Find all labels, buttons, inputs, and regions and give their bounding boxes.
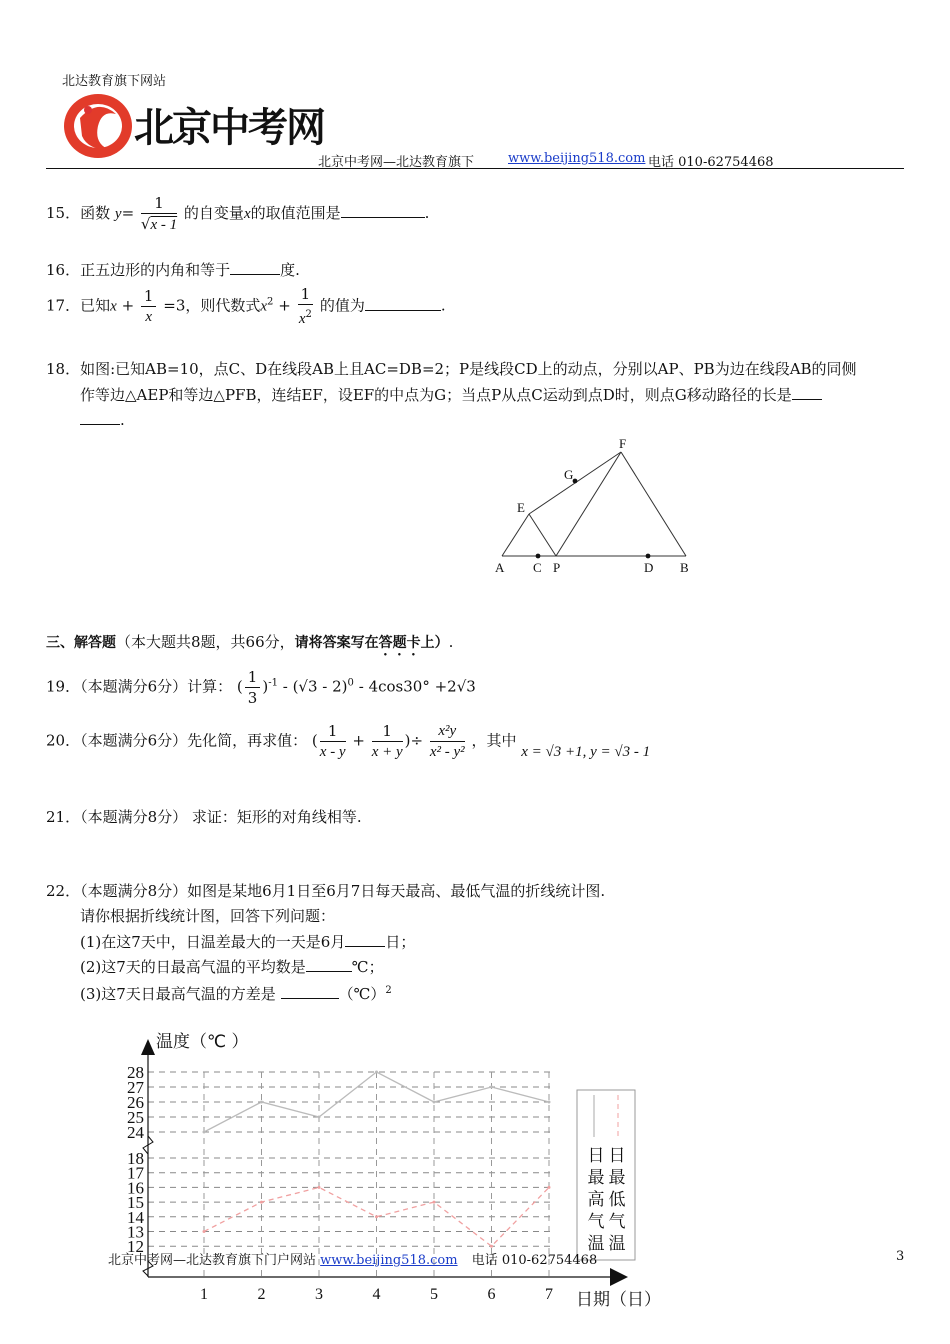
- section-3-note-c: 上）: [420, 635, 449, 651]
- label-f: F: [619, 436, 627, 451]
- label-b: B: [680, 560, 689, 575]
- series-1-point-2: [260, 1201, 263, 1204]
- segment-ae: [502, 514, 529, 556]
- legend-box: [577, 1090, 635, 1260]
- header-rule: [46, 168, 904, 169]
- q19-score: （本题满分6分）计算：: [80, 677, 233, 696]
- x-tick-label-7: 7: [545, 1286, 553, 1303]
- x-tick-label-1: 1: [200, 1286, 208, 1303]
- q20-where: ，其中: [471, 731, 517, 750]
- segment-ep: [529, 514, 556, 556]
- label-a: A: [495, 560, 505, 575]
- q17-x2: x: [260, 298, 268, 315]
- q16-end: 度.: [280, 261, 300, 279]
- q15-answer-blank[interactable]: [341, 201, 425, 218]
- q20-numerator2: 1: [372, 721, 403, 742]
- q22-number: 22．: [46, 882, 81, 900]
- footer-text: 北京中考网—北达教育旗下门户网站: [108, 1253, 317, 1268]
- series-1-point-5: [433, 1201, 436, 1204]
- section-3-header: [46, 631, 453, 659]
- series-0-point-5: [433, 1101, 436, 1104]
- question-18: [46, 358, 857, 380]
- series-0-point-1: [203, 1131, 206, 1134]
- legend-high-char-3: 气: [587, 1212, 605, 1232]
- q17-post: 的值为: [319, 296, 365, 315]
- y-tick-label-28: 28: [127, 1063, 144, 1082]
- chart-y-ticks: [127, 1063, 145, 1256]
- q17-numerator1: 1: [141, 286, 157, 307]
- label-g: G: [564, 467, 574, 482]
- x-axis-arrow-icon: [610, 1268, 628, 1286]
- q20-plus: +: [352, 731, 365, 750]
- y-tick-label-14: 14: [127, 1207, 144, 1227]
- y-tick-label-13: 13: [127, 1222, 144, 1242]
- q20-fraction2: [372, 721, 403, 762]
- q17-eq3: =3，则代数式: [163, 296, 261, 315]
- q20-fraction1: [320, 721, 346, 762]
- legend-low-char-0: 日: [608, 1146, 626, 1166]
- q17-x: x: [110, 298, 117, 315]
- series-0-point-7: [548, 1101, 551, 1104]
- q20-score: （本题满分6分）先化简，再求值：: [80, 731, 308, 750]
- series-0-point-6: [490, 1086, 493, 1089]
- y-tick-label-26: 26: [127, 1093, 144, 1112]
- series-1-point-1: [203, 1230, 206, 1233]
- segment-fb: [621, 452, 686, 556]
- q18-line2: 作等边△AEP和等边△PFB，连结EF，设EF的中点为G；当点P从点C运动到点D时，则点G移动路径的长是: [80, 386, 792, 404]
- q21-number: 21．: [46, 808, 81, 826]
- series-1-point-7: [548, 1186, 551, 1189]
- chart-grid: [148, 1072, 550, 1277]
- question-22: [46, 880, 605, 902]
- q20-number: 20．: [46, 731, 81, 750]
- section-3-note-a: （本大题共8题，共66分，: [116, 633, 295, 651]
- q19-exp0: 0: [347, 677, 354, 689]
- q17-fraction2: [298, 284, 314, 329]
- logo-text: 北京中考网: [134, 105, 324, 151]
- y-tick-label-17: 17: [127, 1163, 144, 1183]
- q17-square2: 2: [305, 309, 312, 320]
- question-17: [46, 284, 446, 329]
- legend-low-char-2: 低: [608, 1190, 626, 1210]
- q18-figure: [490, 432, 700, 582]
- q17-plus2: +: [278, 296, 291, 315]
- q19-plus-term: +2√3: [434, 677, 476, 696]
- q22-part2-end: ℃；: [351, 958, 384, 976]
- logo-icon: [58, 88, 138, 160]
- q18-answer-blank-a[interactable]: [792, 383, 822, 400]
- q15-y: y: [114, 206, 122, 222]
- q20-fraction3: [430, 721, 465, 762]
- q17-pre: 已知: [80, 296, 111, 315]
- q17-answer-blank[interactable]: [365, 294, 441, 311]
- q16-number: 16．: [46, 261, 81, 279]
- series-1-point-4: [375, 1215, 378, 1218]
- y-axis-arrow-icon: [141, 1039, 155, 1055]
- x-tick-label-4: 4: [372, 1286, 381, 1303]
- q22-part1-blank[interactable]: [345, 930, 385, 947]
- chart-legend: [577, 1090, 635, 1260]
- series-line-0: [204, 1072, 549, 1132]
- q16-answer-blank[interactable]: [230, 258, 280, 275]
- series-0-point-3: [318, 1116, 321, 1119]
- q20-denominator2: x + y: [371, 744, 403, 760]
- legend-high-char-4: 温: [587, 1234, 605, 1254]
- point-c: [536, 554, 541, 559]
- question-20: [46, 721, 650, 762]
- q22-part2-text: (2)这7天的日最高气温的平均数是: [80, 958, 306, 976]
- q15-number: 15．: [46, 204, 81, 222]
- y-tick-label-18: 18: [127, 1149, 144, 1168]
- section-3-end: .: [448, 633, 454, 651]
- q20-denominator3: x² - y²: [429, 744, 465, 760]
- q17-end: .: [440, 296, 446, 315]
- q18-number: 18．: [46, 360, 81, 378]
- x-tick-label-3: 3: [315, 1286, 323, 1303]
- chart-x-ticks: [200, 1286, 553, 1303]
- q22-line1: （本题满分8分）如图是某地6月1日至6月7日每天最高、最低气温的折线统计图.: [80, 882, 606, 900]
- header-tagline: 北京中考网—北达教育旗下: [318, 155, 475, 170]
- legend-high-char-0: 日: [587, 1146, 605, 1166]
- q17-fraction1: [141, 286, 157, 327]
- q15-post: 的取值范围是: [250, 204, 341, 222]
- q15-end: .: [424, 204, 430, 222]
- footer-url-link[interactable]: www.beijing518.com: [320, 1253, 458, 1268]
- q22-line2: 请你根据折线统计图，回答下列问题：: [80, 907, 336, 925]
- q15-x: x: [243, 206, 251, 222]
- series-0-point-4: [375, 1071, 378, 1074]
- q18-line3-row: [80, 408, 125, 431]
- y-tick-label-25: 25: [127, 1108, 144, 1127]
- q15-fraction: [141, 193, 177, 235]
- q17-denominator2: x: [298, 311, 306, 327]
- footer: [108, 1249, 597, 1268]
- q17-numerator2: 1: [298, 284, 314, 305]
- q15-eq: =: [121, 204, 135, 222]
- point-d: [646, 554, 651, 559]
- q15-radicand: x - 1: [150, 217, 178, 233]
- q15-denominator: √x - 1: [140, 215, 178, 233]
- q18-line1: 如图:已知AB=10，点C、D在线段AB上且AC=DB=2；P是线段CD上的动点，分别以AP、PB为边在线段AB的同侧: [80, 360, 857, 378]
- series-0-point-2: [260, 1101, 263, 1104]
- q22-part2: [80, 955, 384, 978]
- question-16: [46, 258, 300, 281]
- y-tick-label-24: 24: [127, 1123, 144, 1142]
- q20-numerator1: 1: [320, 721, 346, 742]
- legend-low-char-3: 气: [608, 1212, 626, 1232]
- y-tick-label-12: 12: [127, 1237, 144, 1257]
- section-3-title: 三、解答题: [46, 635, 116, 651]
- q22-part3-text: (3)这7天日最高气温的方差是: [80, 985, 276, 1003]
- q20-numerator3: x²y: [430, 721, 465, 742]
- q22-part1-text: (1)在这7天中，日温差最大的一天是6月: [80, 933, 346, 951]
- x-tick-label-5: 5: [430, 1286, 438, 1303]
- legend-low-char-1: 最: [608, 1168, 626, 1188]
- label-c: C: [533, 560, 542, 575]
- temperature-chart: [110, 1025, 670, 1315]
- q18-end: .: [120, 411, 125, 429]
- section-3-note-dots: 答题卡: [378, 635, 421, 651]
- q18-answer-blank-b[interactable]: [80, 408, 120, 425]
- q19-minus1: -: [282, 677, 288, 696]
- q16-text: 正五边形的内角和等于: [80, 261, 231, 279]
- q19-paren-open: (: [236, 677, 243, 696]
- x-tick-label-6: 6: [487, 1286, 496, 1303]
- q22-part3-blank[interactable]: [281, 982, 339, 999]
- q18-line2-row: [80, 383, 822, 406]
- chart-y-axis-label: 温度（℃ ）: [156, 1032, 249, 1052]
- q19-denominator: 3: [247, 689, 258, 707]
- q20-condition: x = √3 +1, y = √3 - 1: [521, 743, 651, 760]
- header-url-link[interactable]: www.beijing518.com: [508, 151, 646, 166]
- q22-part1-end: 日；: [385, 933, 416, 951]
- q22-part1: [80, 930, 415, 953]
- question-21: [46, 806, 362, 828]
- y-tick-label-16: 16: [127, 1178, 144, 1198]
- y-tick-label-27: 27: [127, 1078, 144, 1097]
- page-number: 3: [896, 1249, 905, 1264]
- q19-number: 19．: [46, 677, 81, 696]
- series-1-point-3: [318, 1186, 321, 1189]
- q19-paren-close: ): [262, 677, 269, 696]
- q20-paren-open: (: [311, 731, 318, 750]
- legend-high-char-2: 高: [587, 1190, 605, 1210]
- q19-minus2: -: [358, 677, 364, 696]
- q22-part2-blank[interactable]: [306, 955, 352, 972]
- question-19: [46, 667, 476, 708]
- q21-text: 求证：矩形的对角线相等.: [191, 808, 362, 826]
- q15-mid: 的自变量: [183, 204, 244, 222]
- q19-term2: (√3 - 2): [292, 677, 348, 696]
- legend-high-char-1: 最: [587, 1168, 605, 1188]
- q22-part3-end: （℃）: [338, 985, 386, 1003]
- header-phone: 电话 010-62754468: [648, 155, 774, 170]
- q15-numerator: 1: [141, 193, 177, 214]
- q17-square: 2: [267, 296, 274, 308]
- y-tick-label-15: 15: [127, 1193, 144, 1213]
- header-slogan: 北达教育旗下网站: [62, 74, 167, 89]
- question-15: [46, 193, 429, 235]
- x-tick-label-2: 2: [257, 1286, 266, 1303]
- legend-low-char-4: 温: [608, 1234, 626, 1254]
- q17-denominator1: x: [145, 309, 153, 325]
- q19-exp1: -1: [268, 677, 278, 689]
- q19-fraction: [245, 667, 261, 708]
- q20-divide: )÷: [404, 731, 424, 750]
- chart-x-axis-label: 日期（日）: [576, 1290, 661, 1310]
- section-3-note-b: 请将答案写在: [294, 635, 379, 651]
- q19-cos-term: 4cos30°: [368, 677, 430, 696]
- q19-numerator: 1: [245, 667, 261, 688]
- footer-phone: 电话 010-62754468: [471, 1253, 598, 1268]
- label-e: E: [517, 500, 525, 515]
- q20-denominator1: x - y: [319, 744, 346, 760]
- q21-score: （本题满分8分）: [80, 808, 188, 826]
- q22-part3: [80, 980, 392, 1005]
- q15-pre: 函数: [80, 204, 111, 222]
- q17-number: 17．: [46, 296, 81, 315]
- label-d: D: [644, 560, 654, 575]
- label-p: P: [553, 560, 561, 575]
- series-1-point-6: [490, 1245, 493, 1248]
- q17-plus: +: [121, 296, 135, 315]
- q22-part3-sup: 2: [385, 985, 392, 996]
